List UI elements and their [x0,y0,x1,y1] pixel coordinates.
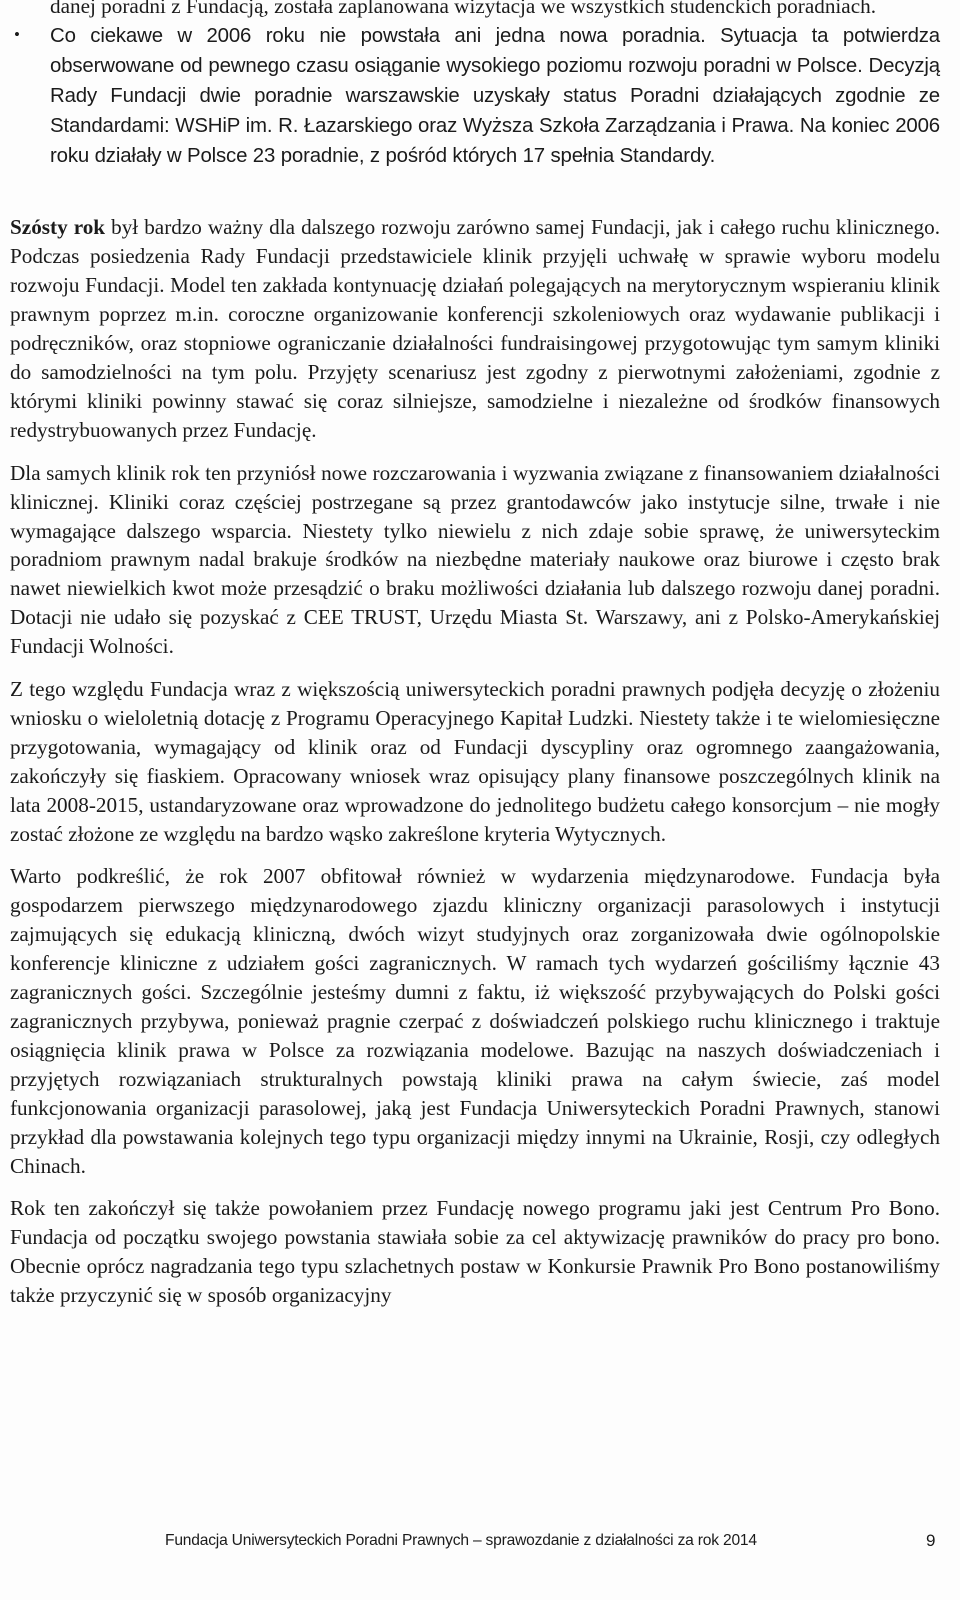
paragraph-text: Z tego względu Fundacja wraz z większością uniwersyteckich poradni prawnych podjęła decyzję o złożeniu wniosku o wieloletnią dotację z Programu Operacyjnego Kapitał Ludzki. Niestety także i te wielomiesięczne przygotowania, wymagający od klinik oraz od Fundacji dyscypliny oraz ogromnego zaangażowania, zakończyły się fiaskiem. Opracowany wniosek wraz opisujący plany finansowe poszczególnych klinik na lata 2008-2015, ustandaryzowane oraz wprowadzone do jednolitego budżetu całego konsorcjum – nie mogły zostać złożone ze względu na bardzo wąsko zakreślone kryteria Wytycznych. [10,677,940,846]
paragraph-text: był bardzo ważny dla dalszego rozwoju zarówno samej Fundacji, jak i całego ruchu klinicznego. Podczas posiedzenia Rady Fundacji przedstawiciele klinik przyjęli uchwałę w sprawie wyboru modelu rozwoju Fundacji. Model ten zakłada kontynuację działań polegających na merytorycznym wspieraniu klinik prawnym poprzez m.in. coroczne organizowanie konferencji szkoleniowych oraz wydawanie publikacji i podręczników, oraz stopniowe ograniczanie działalności fundraisingowej przygotowując tym samym kliniki do samodzielności na tym polu. Przyjęty scenariusz jest zgodny z pierwotnymi założeniami, zgodnie z którymi kliniki powinny stawać się coraz silniejsze, samodzielne i niezależne od środków finansowych redystrybuowanych przez Fundację. [10,215,940,442]
paragraph-spacer [10,1180,940,1194]
paragraph-grant-application [10,675,940,848]
bullet-icon: • [14,24,20,44]
page-number: 9 [926,1531,936,1550]
paragraph-spacer [10,445,940,459]
bullet-text: Co ciekawe w 2006 roku nie powstała ani jedna nowa poradnia. Sytuacja ta potwierdza obserwowane od pewnego czasu osiąganie wysokiego poziomu rozwoju poradni w Polsce. Decyzją Rady Fundacji dwie poradnie warszawskie uzyskały status Poradni działających zgodnie ze Standardami: WSHiP im. R. Łazarskiego oraz Wyższa Szkoła Zarządzania i Prawa. Na koniec 2006 roku działały w Polsce 23 poradnie, z pośród których 17 spełnia Standardy. [50,24,940,167]
paragraph-clinic-funding [10,459,940,661]
paragraph-text: Warto podkreślić, że rok 2007 obfitował również w wydarzenia międzynarodowe. Fundacja była gospodarzem pierwszego międzynarodowego zjazdu kliniczny organizacji parasolowych i instytucji zajmujących się edukacją kliniczną, dwóch wizyt studyjnych oraz zorganizowała dwie ogólnopolskie konferencje kliniczne z udziałem gości zagranicznych. W ramach tych wydarzeń gościliśmy łącznie 43 zagranicznych gości. Szczególnie jesteśmy dumni z faktu, iż większość przybywających do Polski gości zagranicznych przybywa, ponieważ pragnie czerpać z doświadczeń polskiego ruchu klinicznego i traktuje osiągnięcia klinik prawa w Polsce za rozwiązania modelowe. Bazując na naszych doświadczeniach i przyjętych rozwiązaniach strukturalnych powstają kliniki prawa na całym świecie, zaś model funkcjonowania organizacji parasolowej, jaką jest Fundacja Uniwersyteckich Poradni Prawnych, stanowi przykład dla powstawania kolejnych tego typu organizacji między innymi na Ukrainie, Rosji, czy odległych Chinach. [10,864,940,1178]
paragraph-sixth-year [10,213,940,444]
paragraph-spacer [10,661,940,675]
page-body [10,0,940,1310]
section-spacer [10,170,940,213]
paragraph-spacer [10,848,940,862]
paragraph-pro-bono-center [10,1194,940,1310]
paragraph-international-events [10,862,940,1180]
intro-continuation-paragraph: danej poradni z Fundacją, została zaplanowana wizytacja we wszystkich studenckich poradniach. [50,0,876,18]
paragraph-text: Dla samych klinik rok ten przyniósł nowe rozczarowania i wyzwania związane z finansowaniem działalności klinicznej. Kliniki coraz częściej postrzegane są przez grantodawców jako instytucje silne, trwałe i nie wymagające dalszego wsparcia. Niestety tylko niewielu z nich zdaje sobie sprawę, że uniwersyteckim poradniom prawnym nadal brakuje środków na niezbędne materiały naukowe oraz biurowe i często brak nawet niewielkich kwot może przesądzić o braku możliwości działania lub dalszego rozwoju danej poradni. Dotacji nie udało się pozyskać z CEE TRUST, Urzędu Miasta St. Warszawy, ani z Polsko-Amerykańskiej Fundacji Wolności. [10,460,940,659]
paragraph-text: Rok ten zakończył się także powołaniem przez Fundację nowego programu jaki jest Centrum Pro Bono. Fundacja od początku swojego powstania stawiała sobie za cel aktywizację prawników do pracy pro bono. Obecnie oprócz nagradzania tego typu szlachetnych postaw w Konkursie Prawnik Pro Bono postanowiliśmy także przyczynić się w sposób organizacyjny [10,1196,940,1308]
paragraph-lead-bold: Szósty rok [10,215,106,240]
bullet-list-item [10,21,940,171]
footer-text: Fundacja Uniwersyteckich Poradni Prawnych – sprawozdanie z działalności za rok 2014 [165,1532,757,1549]
page-footer [0,1530,960,1560]
